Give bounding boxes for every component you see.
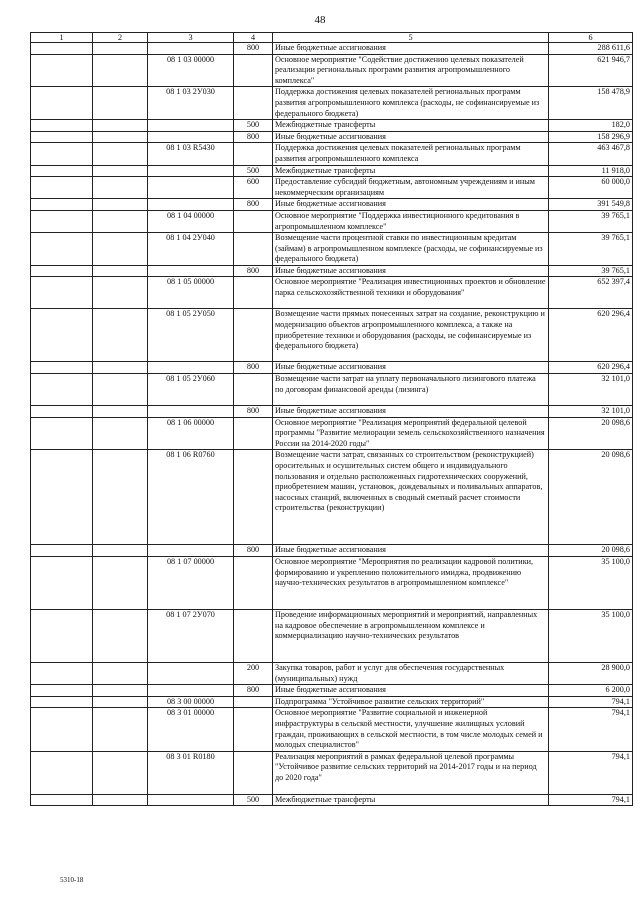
target-article-cell: 08 1 05 00000 <box>148 277 234 309</box>
empty-cell <box>93 199 148 211</box>
expense-type-cell <box>234 557 273 610</box>
empty-cell <box>93 309 148 362</box>
empty-cell <box>93 557 148 610</box>
amount-cell: 620 296,4 <box>549 309 633 362</box>
empty-cell <box>31 557 93 610</box>
target-article-cell: 08 1 04 2У040 <box>148 233 234 266</box>
empty-cell <box>93 143 148 165</box>
table-row <box>31 417 633 450</box>
amount-cell: 35 100,0 <box>549 610 633 663</box>
table-row <box>31 131 633 143</box>
description-cell: Основное мероприятие "Реализация инвестиционных проектов и обновление парка сельскохозяйственной техники и оборудования" <box>273 277 549 309</box>
empty-cell <box>31 265 93 277</box>
expense-type-cell <box>234 450 273 545</box>
empty-cell <box>31 43 93 55</box>
target-article-cell: 08 1 05 2У060 <box>148 374 234 406</box>
target-article-cell: 08 1 06 R0760 <box>148 450 234 545</box>
empty-cell <box>31 177 93 199</box>
target-article-cell <box>148 120 234 132</box>
empty-cell <box>93 751 148 794</box>
amount-cell: 288 611,6 <box>549 43 633 55</box>
description-cell: Возмещение части затрат, связанных со строительством (реконструкцией) оросительных и осушительных систем общего и индивидуального пользования и отдельно расположенных гидротехнических сооружений, приобретением машин, установок, дождевальных и поливальных аппаратов, насосных станций, включенных в сводный сметный расчет стоимости строительства (реконструкции) <box>273 450 549 545</box>
table-row <box>31 751 633 794</box>
empty-cell <box>93 265 148 277</box>
expense-type-cell: 800 <box>234 199 273 211</box>
description-cell: Поддержка достижения целевых показателей региональных программ развития агропромышленного комплекса <box>273 143 549 165</box>
empty-cell <box>93 54 148 87</box>
empty-cell <box>31 663 93 685</box>
expense-type-cell: 500 <box>234 120 273 132</box>
table-row <box>31 177 633 199</box>
empty-cell <box>31 87 93 120</box>
expense-type-cell <box>234 309 273 362</box>
target-article-cell: 08 1 05 2У050 <box>148 309 234 362</box>
empty-cell <box>93 374 148 406</box>
amount-cell: 39 765,1 <box>549 233 633 266</box>
amount-cell: 794,1 <box>549 794 633 806</box>
expense-type-cell <box>234 210 273 232</box>
amount-cell: 794,1 <box>549 708 633 751</box>
amount-cell: 620 296,4 <box>549 362 633 374</box>
target-article-cell <box>148 685 234 697</box>
expense-type-cell <box>234 233 273 266</box>
expense-type-cell: 500 <box>234 794 273 806</box>
empty-cell <box>93 87 148 120</box>
empty-cell <box>31 708 93 751</box>
expense-type-cell: 800 <box>234 406 273 418</box>
expense-type-cell <box>234 143 273 165</box>
target-article-cell <box>148 131 234 143</box>
table-row <box>31 696 633 708</box>
table-row <box>31 277 633 309</box>
column-header: 3 <box>148 33 234 43</box>
target-article-cell <box>148 265 234 277</box>
table-row <box>31 708 633 751</box>
table-row <box>31 87 633 120</box>
amount-cell: 20 098,6 <box>549 545 633 557</box>
budget-table <box>30 32 633 806</box>
empty-cell <box>31 165 93 177</box>
table-row <box>31 663 633 685</box>
amount-cell: 60 000,0 <box>549 177 633 199</box>
expense-type-cell <box>234 87 273 120</box>
target-article-cell <box>148 545 234 557</box>
table-row <box>31 309 633 362</box>
expense-type-cell <box>234 610 273 663</box>
description-cell: Межбюджетные трансферты <box>273 165 549 177</box>
description-cell: Проведение информационных мероприятий и мероприятий, направленных на кадровое обеспечение в агропромышленном комплексе и коммерциализацию научно-технических результатов <box>273 610 549 663</box>
amount-cell: 20 098,6 <box>549 450 633 545</box>
empty-cell <box>93 277 148 309</box>
amount-cell: 463 467,8 <box>549 143 633 165</box>
description-cell: Иные бюджетные ассигнования <box>273 545 549 557</box>
empty-cell <box>31 406 93 418</box>
amount-cell: 32 101,0 <box>549 374 633 406</box>
target-article-cell <box>148 406 234 418</box>
empty-cell <box>93 233 148 266</box>
amount-cell: 158 478,9 <box>549 87 633 120</box>
page-number: 48 <box>314 14 326 26</box>
expense-type-cell: 500 <box>234 165 273 177</box>
empty-cell <box>93 794 148 806</box>
empty-cell <box>93 685 148 697</box>
target-article-cell <box>148 794 234 806</box>
amount-cell: 32 101,0 <box>549 406 633 418</box>
target-article-cell: 08 3 00 00000 <box>148 696 234 708</box>
amount-cell: 35 100,0 <box>549 557 633 610</box>
amount-cell: 182,0 <box>549 120 633 132</box>
empty-cell <box>31 233 93 266</box>
empty-cell <box>93 663 148 685</box>
table-row <box>31 120 633 132</box>
table-row <box>31 43 633 55</box>
description-cell: Подпрограмма "Устойчивое развитие сельских территорий" <box>273 696 549 708</box>
target-article-cell: 08 1 06 00000 <box>148 417 234 450</box>
description-cell: Поддержка достижения целевых показателей региональных программ развития агропромышленного комплекса (расходы, не софинансируемые из федерального бюджета) <box>273 87 549 120</box>
table-row <box>31 610 633 663</box>
target-article-cell: 08 1 04 00000 <box>148 210 234 232</box>
empty-cell <box>31 417 93 450</box>
empty-cell <box>93 610 148 663</box>
table-row <box>31 685 633 697</box>
amount-cell: 6 200,0 <box>549 685 633 697</box>
description-cell: Иные бюджетные ассигнования <box>273 131 549 143</box>
table-row <box>31 406 633 418</box>
description-cell: Возмещение части затрат на уплату первоначального лизингового платежа по договорам финансовой аренды (лизинга) <box>273 374 549 406</box>
expense-type-cell: 800 <box>234 545 273 557</box>
expense-type-cell <box>234 417 273 450</box>
description-cell: Основное мероприятие "Поддержка инвестиционного кредитования в агропромышленном комплексе" <box>273 210 549 232</box>
description-cell: Иные бюджетные ассигнования <box>273 199 549 211</box>
expense-type-cell <box>234 277 273 309</box>
target-article-cell: 08 1 07 2У070 <box>148 610 234 663</box>
table-row <box>31 54 633 87</box>
empty-cell <box>31 751 93 794</box>
empty-cell <box>31 309 93 362</box>
target-article-cell <box>148 43 234 55</box>
empty-cell <box>93 545 148 557</box>
empty-cell <box>93 165 148 177</box>
table-row <box>31 210 633 232</box>
description-cell: Иные бюджетные ассигнования <box>273 43 549 55</box>
table-row <box>31 143 633 165</box>
amount-cell: 794,1 <box>549 751 633 794</box>
amount-cell: 621 946,7 <box>549 54 633 87</box>
description-cell: Основное мероприятие "Реализация мероприятий федеральной целевой программы "Развитие мелиорации земель сельскохозяйственного назначения России на 2014-2020 годы" <box>273 417 549 450</box>
amount-cell: 39 765,1 <box>549 265 633 277</box>
target-article-cell <box>148 199 234 211</box>
table-row <box>31 557 633 610</box>
empty-cell <box>31 450 93 545</box>
table-row <box>31 199 633 211</box>
expense-type-cell: 800 <box>234 43 273 55</box>
expense-type-cell <box>234 751 273 794</box>
table-row <box>31 794 633 806</box>
expense-type-cell <box>234 374 273 406</box>
column-header: 5 <box>273 33 549 43</box>
expense-type-cell <box>234 696 273 708</box>
empty-cell <box>31 794 93 806</box>
empty-cell <box>93 696 148 708</box>
description-cell: Межбюджетные трансферты <box>273 794 549 806</box>
empty-cell <box>31 362 93 374</box>
document-code: 5310-18 <box>60 876 84 884</box>
description-cell: Основное мероприятие "Содействие достижению целевых показателей реализации региональных программ развития агропромышленного комплекса" <box>273 54 549 87</box>
target-article-cell <box>148 165 234 177</box>
description-cell: Закупка товаров, работ и услуг для обеспечения государственных (муниципальных) нужд <box>273 663 549 685</box>
empty-cell <box>93 450 148 545</box>
expense-type-cell: 800 <box>234 685 273 697</box>
table-row <box>31 362 633 374</box>
empty-cell <box>31 143 93 165</box>
empty-cell <box>93 362 148 374</box>
description-cell: Основное мероприятие "Мероприятия по реализации кадровой политики, формированию и укреплению положительного имиджа, продвижению научно-технических результатов в агропромышленном комплексе" <box>273 557 549 610</box>
table-row <box>31 233 633 266</box>
target-article-cell: 08 1 07 00000 <box>148 557 234 610</box>
empty-cell <box>31 210 93 232</box>
empty-cell <box>31 199 93 211</box>
column-header: 6 <box>549 33 633 43</box>
amount-cell: 158 296,9 <box>549 131 633 143</box>
target-article-cell <box>148 177 234 199</box>
empty-cell <box>93 120 148 132</box>
description-cell: Межбюджетные трансферты <box>273 120 549 132</box>
expense-type-cell: 800 <box>234 362 273 374</box>
empty-cell <box>93 406 148 418</box>
amount-cell: 391 549,8 <box>549 199 633 211</box>
target-article-cell <box>148 663 234 685</box>
target-article-cell <box>148 362 234 374</box>
description-cell: Иные бюджетные ассигнования <box>273 406 549 418</box>
empty-cell <box>31 610 93 663</box>
expense-type-cell <box>234 54 273 87</box>
amount-cell: 39 765,1 <box>549 210 633 232</box>
table-header-row <box>31 33 633 43</box>
table-row <box>31 165 633 177</box>
column-header: 2 <box>93 33 148 43</box>
description-cell: Возмещение части прямых понесенных затрат на создание, реконструкцию и модернизацию объектов агропромышленного комплекса, а также на приобретение техники и оборудования (расходы, не софинансируемые из федерального бюджета) <box>273 309 549 362</box>
target-article-cell: 08 1 03 2У030 <box>148 87 234 120</box>
empty-cell <box>31 277 93 309</box>
amount-cell: 794,1 <box>549 696 633 708</box>
table-row <box>31 374 633 406</box>
empty-cell <box>31 696 93 708</box>
expense-type-cell: 800 <box>234 265 273 277</box>
description-cell: Иные бюджетные ассигнования <box>273 265 549 277</box>
empty-cell <box>31 54 93 87</box>
description-cell: Иные бюджетные ассигнования <box>273 362 549 374</box>
target-article-cell: 08 3 01 R0180 <box>148 751 234 794</box>
column-header: 1 <box>31 33 93 43</box>
table-row <box>31 265 633 277</box>
empty-cell <box>31 545 93 557</box>
empty-cell <box>93 417 148 450</box>
amount-cell: 28 900,0 <box>549 663 633 685</box>
table-row <box>31 545 633 557</box>
description-cell: Предоставление субсидий бюджетным, автономным учреждениям и иным некоммерческим организациям <box>273 177 549 199</box>
expense-type-cell: 200 <box>234 663 273 685</box>
table-row <box>31 450 633 545</box>
empty-cell <box>93 43 148 55</box>
target-article-cell: 08 3 01 00000 <box>148 708 234 751</box>
target-article-cell: 08 1 03 00000 <box>148 54 234 87</box>
empty-cell <box>93 210 148 232</box>
expense-type-cell <box>234 708 273 751</box>
empty-cell <box>31 374 93 406</box>
empty-cell <box>93 708 148 751</box>
amount-cell: 652 397,4 <box>549 277 633 309</box>
empty-cell <box>93 131 148 143</box>
expense-type-cell: 800 <box>234 131 273 143</box>
description-cell: Реализация мероприятий в рамках федеральной целевой программы "Устойчивое развитие сельских территорий на 2014-2017 годы и на период до 2020 года" <box>273 751 549 794</box>
description-cell: Иные бюджетные ассигнования <box>273 685 549 697</box>
empty-cell <box>93 177 148 199</box>
empty-cell <box>31 120 93 132</box>
empty-cell <box>31 685 93 697</box>
description-cell: Возмещение части процентной ставки по инвестиционным кредитам (займам) в агропромышленном комплексе (расходы, не софинансируемые из федерального бюджета) <box>273 233 549 266</box>
column-header: 4 <box>234 33 273 43</box>
amount-cell: 11 918,0 <box>549 165 633 177</box>
empty-cell <box>31 131 93 143</box>
expense-type-cell: 600 <box>234 177 273 199</box>
table-body <box>31 43 633 806</box>
amount-cell: 20 098,6 <box>549 417 633 450</box>
target-article-cell: 08 1 03 R5430 <box>148 143 234 165</box>
description-cell: Основное мероприятие "Развитие социальной и инженерной инфраструктуры в сельской местности, улучшение жилищных условий граждан, проживающих в сельской местности, в том числе молодых семей и молодых специалистов" <box>273 708 549 751</box>
